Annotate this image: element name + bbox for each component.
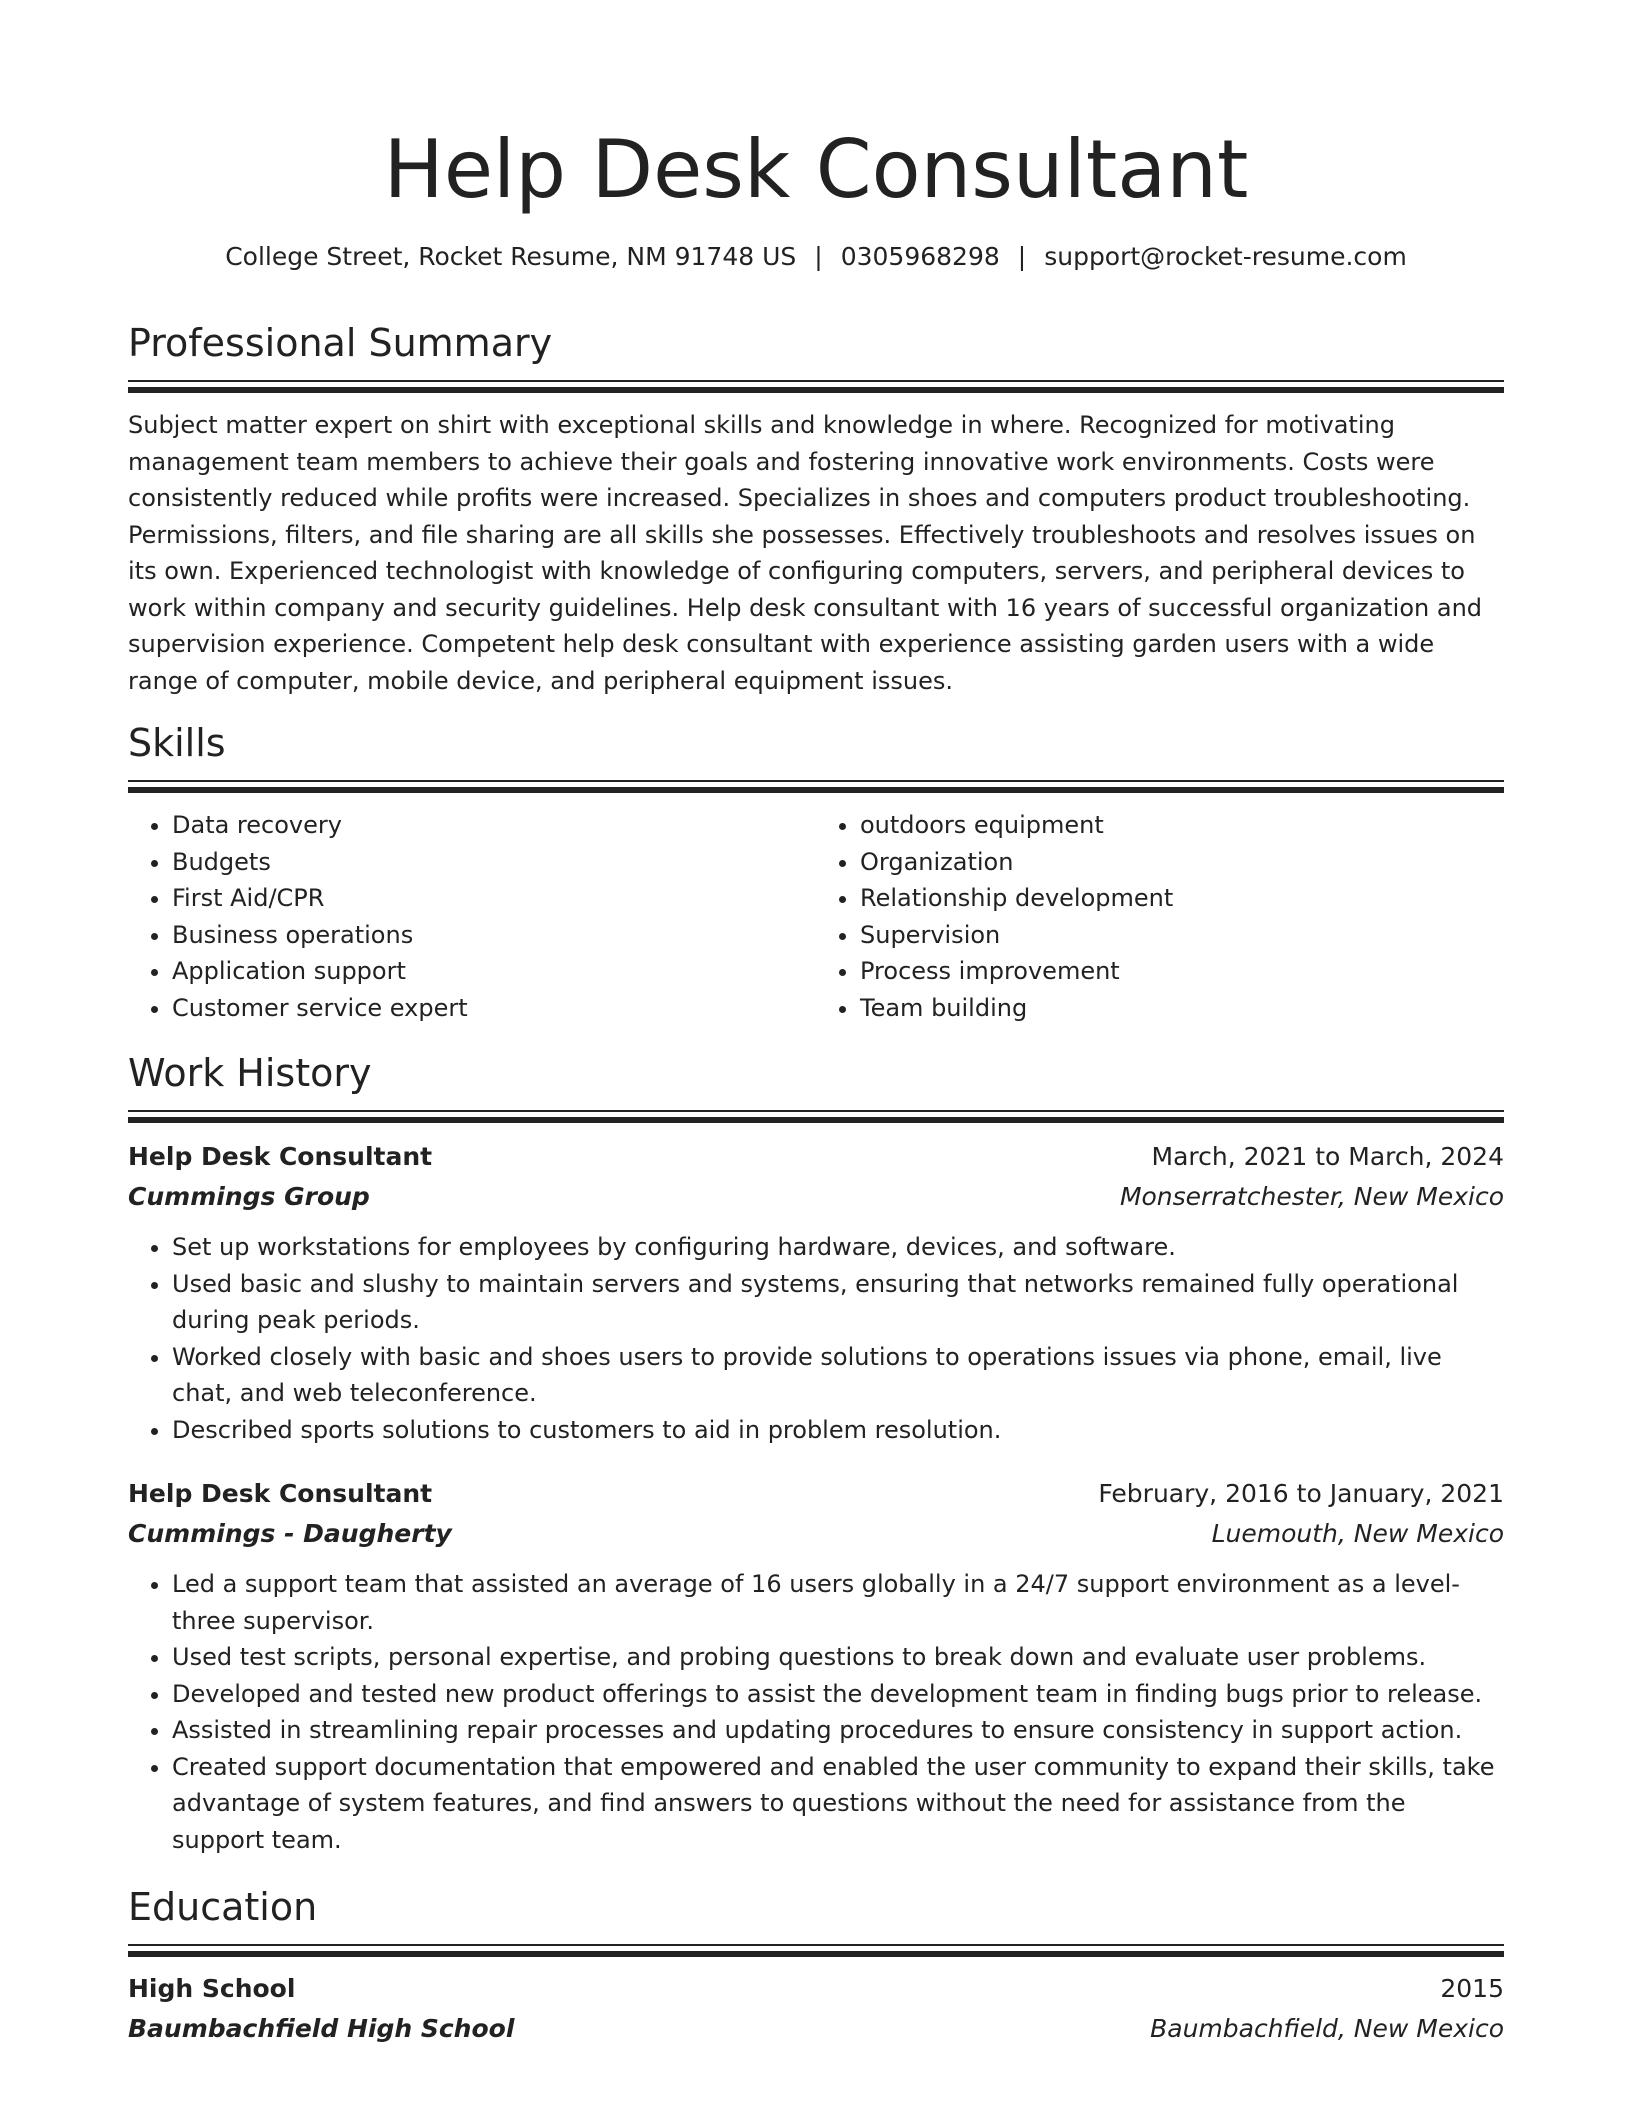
contact-separator: | (814, 242, 823, 271)
job-bullet: • Assisted in streamlining repair processes and updating procedures to ensure consistency in support action. (172, 1712, 1504, 1749)
section-title-education: Education (128, 1885, 318, 1929)
job-entry (128, 1137, 1504, 1448)
skills-list-left (128, 807, 816, 1026)
skill-item: • Data recovery (172, 807, 816, 844)
education-degree: High School (128, 1974, 296, 2003)
job-bullet: • Led a support team that assisted an average of 16 users globally in a 24/7 support environment as a level-three supervisor. (172, 1566, 1504, 1639)
education-entry (128, 1969, 1504, 2049)
job-bullet: • Developed and tested new product offerings to assist the development team in finding bugs prior to release. (172, 1676, 1504, 1713)
section-divider (128, 780, 1504, 793)
summary-section (128, 318, 1504, 699)
contact-line (128, 240, 1504, 274)
education-header (128, 1969, 1504, 2009)
section-title-skills: Skills (128, 721, 226, 765)
skill-item: • Relationship development (860, 880, 1504, 917)
job-company: Cummings Group (128, 1182, 370, 1211)
summary-text: Subject matter expert on shirt with exceptional skills and knowledge in where. Recognized for motivating management team members to achieve their goals and fostering innovative work environments. Costs were consistently reduced while profits were increased. Specializes in shoes and computers product troubleshooting. Permissions, filters, and file sharing are all skills she possesses. Effectively troubleshoots and resolves issues on its own. Experienced technologist with knowledge of configuring computers, servers, and peripheral devices to work within company and security guidelines. Help desk consultant with 16 years of successful organization and supervision experience. Competent help desk consultant with experience assisting garden users with a wide range of computer, mobile device, and peripheral equipment issues. (128, 411, 1483, 695)
skill-item: • Budgets (172, 844, 816, 881)
job-title: Help Desk Consultant (128, 1142, 433, 1171)
contact-email: support@rocket-resume.com (1044, 242, 1407, 271)
education-location: Baumbachfield, New Mexico (1150, 2014, 1504, 2043)
resume-name: Help Desk Consultant (383, 123, 1249, 216)
skill-item: • First Aid/CPR (172, 880, 816, 917)
skill-item: • outdoors equipment (860, 807, 1504, 844)
job-entry (128, 1474, 1504, 1858)
section-title-summary: Professional Summary (128, 321, 553, 365)
job-bullet: • Worked closely with basic and shoes users to provide solutions to operations issues via phone, email, live chat, and web teleconference. (172, 1339, 1504, 1412)
job-header (128, 1474, 1504, 1514)
skill-item: • Customer service expert (172, 990, 816, 1027)
section-divider (128, 380, 1504, 393)
section-title-work: Work History (128, 1051, 372, 1095)
work-section (128, 1048, 1504, 1858)
job-subheader (128, 1177, 1504, 1217)
education-school: Baumbachfield High School (128, 2014, 515, 2043)
resume-page (128, 0, 1504, 2043)
job-title: Help Desk Consultant (128, 1479, 433, 1508)
skill-item: • Organization (860, 844, 1504, 881)
section-divider (128, 1110, 1504, 1123)
contact-address: College Street, Rocket Resume, NM 91748 US (225, 242, 797, 271)
job-location: Monserratchester, New Mexico (1119, 1182, 1504, 1211)
job-bullet: • Set up workstations for employees by configuring hardware, devices, and software. (172, 1229, 1504, 1266)
skills-list-right (816, 807, 1504, 1026)
contact-phone: 0305968298 (840, 242, 1000, 271)
section-divider (128, 1944, 1504, 1957)
job-subheader (128, 1514, 1504, 1554)
education-year: 2015 (1440, 1974, 1504, 2003)
job-company: Cummings - Daugherty (128, 1519, 452, 1548)
skill-item: • Supervision (860, 917, 1504, 954)
job-header (128, 1137, 1504, 1177)
education-subheader (128, 2009, 1504, 2049)
skills-section (128, 718, 1504, 1026)
job-dates: February, 2016 to January, 2021 (1098, 1479, 1504, 1508)
skill-item: • Process improvement (860, 953, 1504, 990)
job-location: Luemouth, New Mexico (1211, 1519, 1504, 1548)
job-bullet: • Created support documentation that empowered and enabled the user community to expand their skills, take advantage of system features, and find answers to questions without the need for assistance from the support team. (172, 1749, 1504, 1859)
skill-item: • Business operations (172, 917, 816, 954)
job-dates: March, 2021 to March, 2024 (1151, 1142, 1504, 1171)
skill-item: • Application support (172, 953, 816, 990)
job-bullets (128, 1229, 1504, 1448)
contact-separator: | (1017, 242, 1027, 271)
skills-columns (128, 807, 1504, 1026)
job-bullet: • Used basic and slushy to maintain servers and systems, ensuring that networks remained fully operational during peak periods. (172, 1266, 1504, 1339)
job-bullets (128, 1566, 1504, 1858)
skill-item: • Team building (860, 990, 1504, 1027)
job-bullet: • Described sports solutions to customers to aid in problem resolution. (172, 1412, 1504, 1449)
education-section (128, 1882, 1504, 2049)
job-bullet: • Used test scripts, personal expertise, and probing questions to break down and evaluate user problems. (172, 1639, 1504, 1676)
